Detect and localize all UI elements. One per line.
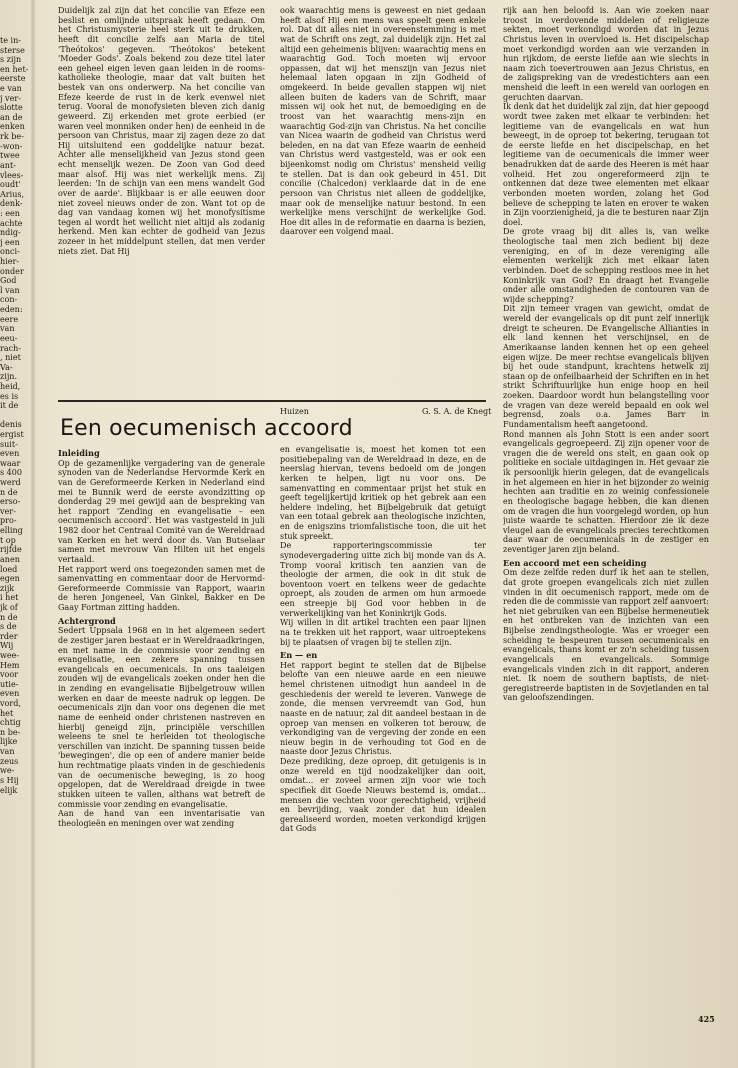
fragment-line: j ver- <box>0 93 21 103</box>
fragment-line: rder <box>0 631 18 641</box>
fragment-line: , niet <box>0 353 21 363</box>
fragment-line: rijfde <box>0 545 22 555</box>
fragment-line: waar <box>0 458 21 468</box>
section-heading: Inleiding <box>58 448 100 458</box>
fragment-line: -won- <box>0 141 23 151</box>
fragment-line: con- <box>0 295 18 305</box>
fragment-line: ergist <box>0 429 24 439</box>
fragment-line: s de <box>0 622 17 632</box>
fragment-line: even <box>0 689 20 699</box>
fragment-line: suit- <box>0 439 18 449</box>
section-rule <box>58 400 486 402</box>
fragment-line: n de <box>0 487 18 497</box>
fragment-line: sterse <box>0 45 25 55</box>
fragment-line: zijn. <box>0 372 18 382</box>
fragment-line: it de <box>0 401 19 411</box>
fragment-line: twee <box>0 151 20 161</box>
paragraph: Ik denk dat het duidelijk zal zijn, dat hier gepoogd wordt twee zaken met elkaar te verbinden: het legitieme van de evangelicals en wat hun beweegt, in de oproep tot bekering, terugaan tot de eerste liefde en het discipelschap, en het legitieme van de oecumenicals die immer weer benadrukken dat de aarde des Heeren is mét haar volheid. Het zou ongereformeerd zijn te ontkennen dat deze twee elementen met elkaar verbonden moeten worden, zolang het God believe de schepping te laten en erover te waken in Zijn voorzienigheid, ja die te besturen naar Zijn doel. <box>503 102 709 227</box>
article-column-2 <box>280 445 486 1005</box>
fragment-line: t op <box>0 535 16 545</box>
signature-author: G. S. A. de Knegt <box>422 407 492 416</box>
paragraph: Het rapport werd ons toegezonden samen met de samenvatting en commentaar door de Hervormd-Gereformeerde Commissie van Rapport, waarin de heren Jongeneel, Van Ginkel, Bakker en De Gaay Fortman zitting hadden. <box>58 564 265 612</box>
upper-col2-text: ook waarachtig mens is geweest en niet gedaan heeft alsof Hij een mens was speelt geen enkele rol. Dat dit alles niet in overeenstemming is met wat de Schrift ons zegt, zal duidelijk zijn. Het zal altijd een geheimenis blijven: waarachtig mens en waarachtig God. Toch moeten wij ervoor oppassen, dat wij het menszijn van Jezus niet helemaal laten opgaan in zijn Godheid of omgekeerd. In beide gevallen stappen wij niet alleen buiten de kaders van de Schrift, maar missen wij ook het nut, de bemoediging en de troost van het waarachtig mens-zijn en waarachtig God-zijn van Christus. Na het concilie van Nicea waarin de godheid van Christus werd beleden, en na dat van Efeze waarin de eenheid van Christus werd vastgesteld, was er ook een bijeenkomst nodig om Christus' mensheid veilig te stellen. Dat is dan ook gebeurd in 451. Dit concilie (Chalcedon) verklaarde dat in de ene persoon van Christus niet alleen de goddelijke, maar ook de menselijke natuur bestond. In een werkelijke mens verschijnt de werkelijke God. Hoe dit alles in de reformatie en daarna is bezien, daarover een volgend maal. <box>280 6 486 237</box>
upper-col1-text: Duidelijk zal zijn dat het concilie van Efeze een beslist en omlijnde uitspraak heeft gedaan. Om het Christusmysterie heel sterk uit te drukken, heeft dit concilie zelfs aan Maria de titel 'Theótokos' gegeven. 'Theótokos' betekent 'Moeder Gods'. Zoals bekend zou deze titel later een geheel eigen leven gaan leiden in de rooms-katholieke theologie, maar dat valt buiten het bestek van ons onderwerp. Na het concilie van Efeze keerde de rust in de kerk evenwel niet terug. Vooral de monofysieten bleven zich danig geweerd. Zij erkenden met grote eerbied (er waren veel monniken onder hen) de eenheid in de persoon van Christus, maar zij zagen deze zo dat Hij uitsluitend een goddelijke natuur bezat. Achter alle menselijkheid van Jezus stond geen echt menselijk wezen. De Zoon van God deed maar alsof. Hij was niet werkelijk mens. Zij leerden: 'In de schijn van een mens wandelt God over de aarde'. Blijkbaar is er alle eeuwen door niet zoveel nieuws onder de zon. Want tot op de dag van vandaag komen wij het monofysitisme tegen al wordt het wellicht niet altijd als zodanig herkend. Men kan echter de godheid van Jezus zozeer in het middelpunt stellen, dat men verder niets ziet. Dat Hij <box>58 6 265 256</box>
fragment-line: i het <box>0 593 19 603</box>
fragment-line: werd <box>0 478 21 488</box>
paragraph: Op de gezamenlijke vergadering van de generale synoden van de Nederlandse Hervormde Kerk en van de Gereformeerde Kerken in Nederland eind mei te Bunnik werd de eerste avondzitting op donderdag 29 mei gewijd aan de bespreking van het rapport 'Zending en evangelisatie – een oecumenisch accoord'. Het was vastgesteld in juli 1982 door het Centraal Comité van de Wereldraad van Kerken en het werd door ds. Van Butselaar samen met mevrouw Van Hilten uit het engels vertaald. <box>58 458 265 564</box>
fragment-line: denis <box>0 420 22 430</box>
fragment-line: eeu- <box>0 333 18 343</box>
fragment-line: an de <box>0 112 23 122</box>
paragraph: Dit zijn temeer vragen van gewicht, omdat de wereld der evangelicals op dit punt zelf innerlijk dreigt te scheuren. De Evangelische Allianties in elk land kennen het verschijnsel, en de Amerikaanse landen kennen het op een geheel eigen wijze. De meer rechtse evangelicals blijven bij het oude standpunt, krachtens hetwelk zij staan op de onfeilbaarheid der Schriften en in het strikt Schriftuurlijke hun enige hoop en heil zoeken. Daardoor wordt hun belangstelling voor de vragen van deze wereld bepaald en ook wel begrensd, zoals o.a. James Barr in Fundamentalism heeft aangetoond. <box>503 304 709 429</box>
fragment-line: vlees- <box>0 170 24 180</box>
fragment-line: s zijn <box>0 55 22 65</box>
fragment-line: chtig <box>0 718 21 728</box>
fragment-line: eden: <box>0 305 23 315</box>
fragment-line: en het- <box>0 64 29 74</box>
fragment-line: God <box>0 276 17 286</box>
fragment-line: even <box>0 449 20 459</box>
fragment-line: loed <box>0 564 18 574</box>
fragment-line: slotte <box>0 103 23 113</box>
fragment-line: e van <box>0 84 22 94</box>
section-heading: En — en <box>280 650 318 661</box>
fragment-line: ant- <box>0 160 16 170</box>
fragment-line: we- <box>0 766 15 776</box>
fragment-line: l van <box>0 285 20 295</box>
paragraph: Deze prediking, deze oproep, dit getuigenis is in onze wereld en tijd noodzakelijker dan ooit, omdat... er zoveel armen zijn voor wie toch specifiek dit Goede Nieuws bestemd is, omdat... mensen die vechten voor gerechtigheid, vrijheid en bevrijding, vaak zonder dat hun idealen gerealiseerd worden, moeten verkondigd krijgen dat Gods <box>280 757 486 834</box>
page-number: 425 <box>698 1014 715 1024</box>
fragment-line: Va- <box>0 362 13 372</box>
section-heading: Een accoord met een scheiding <box>503 557 647 568</box>
article-title: Een oecumenisch accoord <box>60 416 353 441</box>
fragment-line: te in- <box>0 36 22 45</box>
fragment-line: onci- <box>0 247 20 257</box>
fragment-line: j een <box>0 237 20 247</box>
paragraph: De grote vraag bij dit alles is, van welke theologische taal men zich bedient bij deze vereniging, en of in deze vereniging alle elementen werkelijk zich met elkaar laten verbinden. Doet de schepping restloos mee in het Koninkrijk van God? En draagt het Evangelie onder alle omstandigheden de contouren van de wijde schepping? <box>503 227 709 304</box>
fragment-line: n be- <box>0 727 21 737</box>
fragment-line: zeus <box>0 756 19 766</box>
fragment-line: zijk <box>0 583 15 593</box>
paragraph: Het rapport begint te stellen dat de Bijbelse belofte van een nieuwe aarde en een nieuwe hemel christenen uitnodigt hun aandeel in de geschiedenis der wereld te leveren. Vanwege de zonde, die mensen vervreemdt van God, hun naaste en de natuur, zal dit aandeel bestaan in de oproep van mensen en volkeren tot berouw, de verkondiging van de vergeving der zonde en een nieuw begin in de verhouding tot God en de naaste door Jezus Christus. <box>280 660 486 757</box>
paragraph: Rond mannen als John Stott is een ander soort evangelicals gegroepeerd. Zij zijn opener voor de vragen die de wereld ons stelt, en gaan ook op politieke en sociale uitdagingen in. Het gevaar zie ik persoonlijk hierin gelegen, dat de evangelicals in het algemeen en hier in het bijzonder zo weinig hechten aan traditie en zo weinig confessionele en theologische bagage hebben, die kan dienen om de vragen die hun voorgelegd worden, op hun juiste waarde te schatten. Hierdoor zie ik deze vleugel aan de evangelicals precies terechtkomen daar waar de oecumenicals in de zestiger en zeventiger jaren zijn beland. <box>503 429 709 554</box>
upper-column-1 <box>58 6 265 398</box>
fragment-line: Arius, <box>0 189 25 199</box>
fragment-line: rach- <box>0 343 22 353</box>
fragment-line: utie- <box>0 679 19 689</box>
fragment-line <box>0 411 34 421</box>
paragraph: De rapporteringscommissie ter synodevergadering uitte zich bij monde van ds A. Tromp vooral kritisch ten aanzien van de theologie der armen, die ook in dit stuk de boventoon voert en telkens weer de gedachte oproept, als zouden de armen om hun armoede een streepje bij God voor hebben in de verwerkelijking van het Koninkrijk Gods. <box>280 541 486 618</box>
fragment-line: ndig- <box>0 228 21 238</box>
fragment-line: onder <box>0 266 24 276</box>
paragraph: Wij willen in dit artikel trachten een paar lijnen na te trekken uit het rapport, waar uitroeptekens bij te plaatsen of vragen bij te stellen zijn. <box>280 618 486 647</box>
fragment-line: wee- <box>0 651 20 660</box>
fragment-line: elling <box>0 526 23 536</box>
fragment-line: hier- <box>0 257 20 267</box>
fragment-line: Wij <box>0 641 14 651</box>
fragment-line: elijk <box>0 785 18 795</box>
fragment-line: oudt' <box>0 180 21 190</box>
fragment-line: eere <box>0 314 19 324</box>
fragment-line: s 400 <box>0 468 23 478</box>
section-heading: Achtergrond <box>58 615 116 626</box>
fragment-line: : een <box>0 208 20 218</box>
fragment-line: enken <box>0 122 25 132</box>
fragment-line: anen <box>0 554 20 564</box>
upper-column-2 <box>280 6 486 398</box>
fragment-line: egen <box>0 574 20 584</box>
fragment-line: s Hij <box>0 775 19 785</box>
fragment-line: voor <box>0 670 19 680</box>
fragment-line: het <box>0 708 14 718</box>
paragraph: Sedert Uppsala 1968 en in het algemeen sedert de zestiger jaren bestaat er in Wereldraadkringen, en met name in de commissie voor zending en evangelisatie, een zekere spanning tussen evangelicals en oecumenicals. In ons taaleigen zouden wij de evangelicals zoeken onder hen die in zending en evangelisatie Bijbelgetrouw willen werken en daar de meeste nadruk op leggen. De oecumenicals zijn dan voor ons degenen die met name de eenheid onder christenen nastreven en hierbij geneigd zijn, principiële verschillen weleens te snel te herleiden tot theologische verschillen van inzicht. De spanning tussen beide 'bewegingen', die op een of andere manier beide hun rechtmatige plaats vinden in de geschiedenis van de oecumenische beweging, is zo hoog opgelopen, dat de Wereldraad dreigde in twee stukken uiteen te vallen, althans wat betreft de commissie voor zending en evangelisatie. <box>58 626 265 809</box>
signature-place: Huizen <box>280 407 309 416</box>
paragraph: en evangelisatie is, moest het komen tot een positiebepaling van de Wereldraad in deze, en de neerslag hiervan, tevens bedoeld om de jongen kerken te helpen, ligt nu voor ons. De samenvatting en commentaar prijst het stuk en geeft tegelijkertijd kritiek op het gebrek aan een heldere indeling, het Bijbelgebruik dat getuigt van een totaal gebrek aan theologische inzichten, en de enigszins triomfalistische toon, die uit het stuk spreekt. <box>280 445 486 541</box>
fragment-line: n de <box>0 612 18 622</box>
fragment-line: rk be- <box>0 132 24 142</box>
fragment-line: ver- <box>0 506 16 516</box>
paragraph: Om deze zelfde reden durf ik het aan te stellen, dat grote groepen evangelicals zich niet zullen vinden in dit oecumenisch rapport, mede om de reden die de commissie van rapport zelf aanvoert: het niet gebruiken van een Bijbelse hermeneutiek en het ontbreken van de inzichten van een Bijbelse zendingstheologie. Was er vroeger een scheiding te bespeuren tussen oecumenicals en evangelicals, thans komt er zo'n scheiding tussen evangelicals en evangelicals. Sommige evangelicals vinden zich in dit rapport, anderen niet. Ik noem de southern baptists, de niet-geregistreerde baptisten in de Sovjetlanden en tal van geloofszendingen. <box>503 568 709 703</box>
fragment-line: Hem <box>0 660 20 670</box>
fragment-line: van <box>0 747 15 757</box>
fragment-line: lijke <box>0 737 18 747</box>
paragraph: rijk aan hen beloofd is. Aan wie zoeken naar troost in verdovende middelen of religieuze sekten, moet verkondigd worden dat in Jezus Christus leven in overvloed is. Het discipelschap moet verkondigd worden aan wie verzanden in hun rijkdom, de eerste liefde aan wie slechts in naam zich toevertrouwen aan Jezus Christus, en de zaligspreking van de vredestichters aan een menshеid die leeft in een wereld van oorlogen en geruchten daarvan. <box>503 6 709 102</box>
fragment-line: es is <box>0 391 19 401</box>
fragment-line: van <box>0 324 15 334</box>
fragment-line: vord, <box>0 699 21 709</box>
fragment-line: achte <box>0 218 23 228</box>
fragment-line: denk- <box>0 199 23 209</box>
fragment-line: pro- <box>0 516 17 526</box>
article-column-1 <box>58 445 265 1005</box>
fragment-line: eerste <box>0 74 26 84</box>
paragraph: Aan de hand van een inventarisatie van theologieën en meningen over wat zending <box>58 809 265 828</box>
fragment-line: erso- <box>0 497 21 507</box>
left-page-fragments <box>0 36 34 795</box>
article-column-3 <box>503 6 709 1006</box>
fragment-line: jk of <box>0 602 18 612</box>
fragment-line: heid, <box>0 381 21 391</box>
